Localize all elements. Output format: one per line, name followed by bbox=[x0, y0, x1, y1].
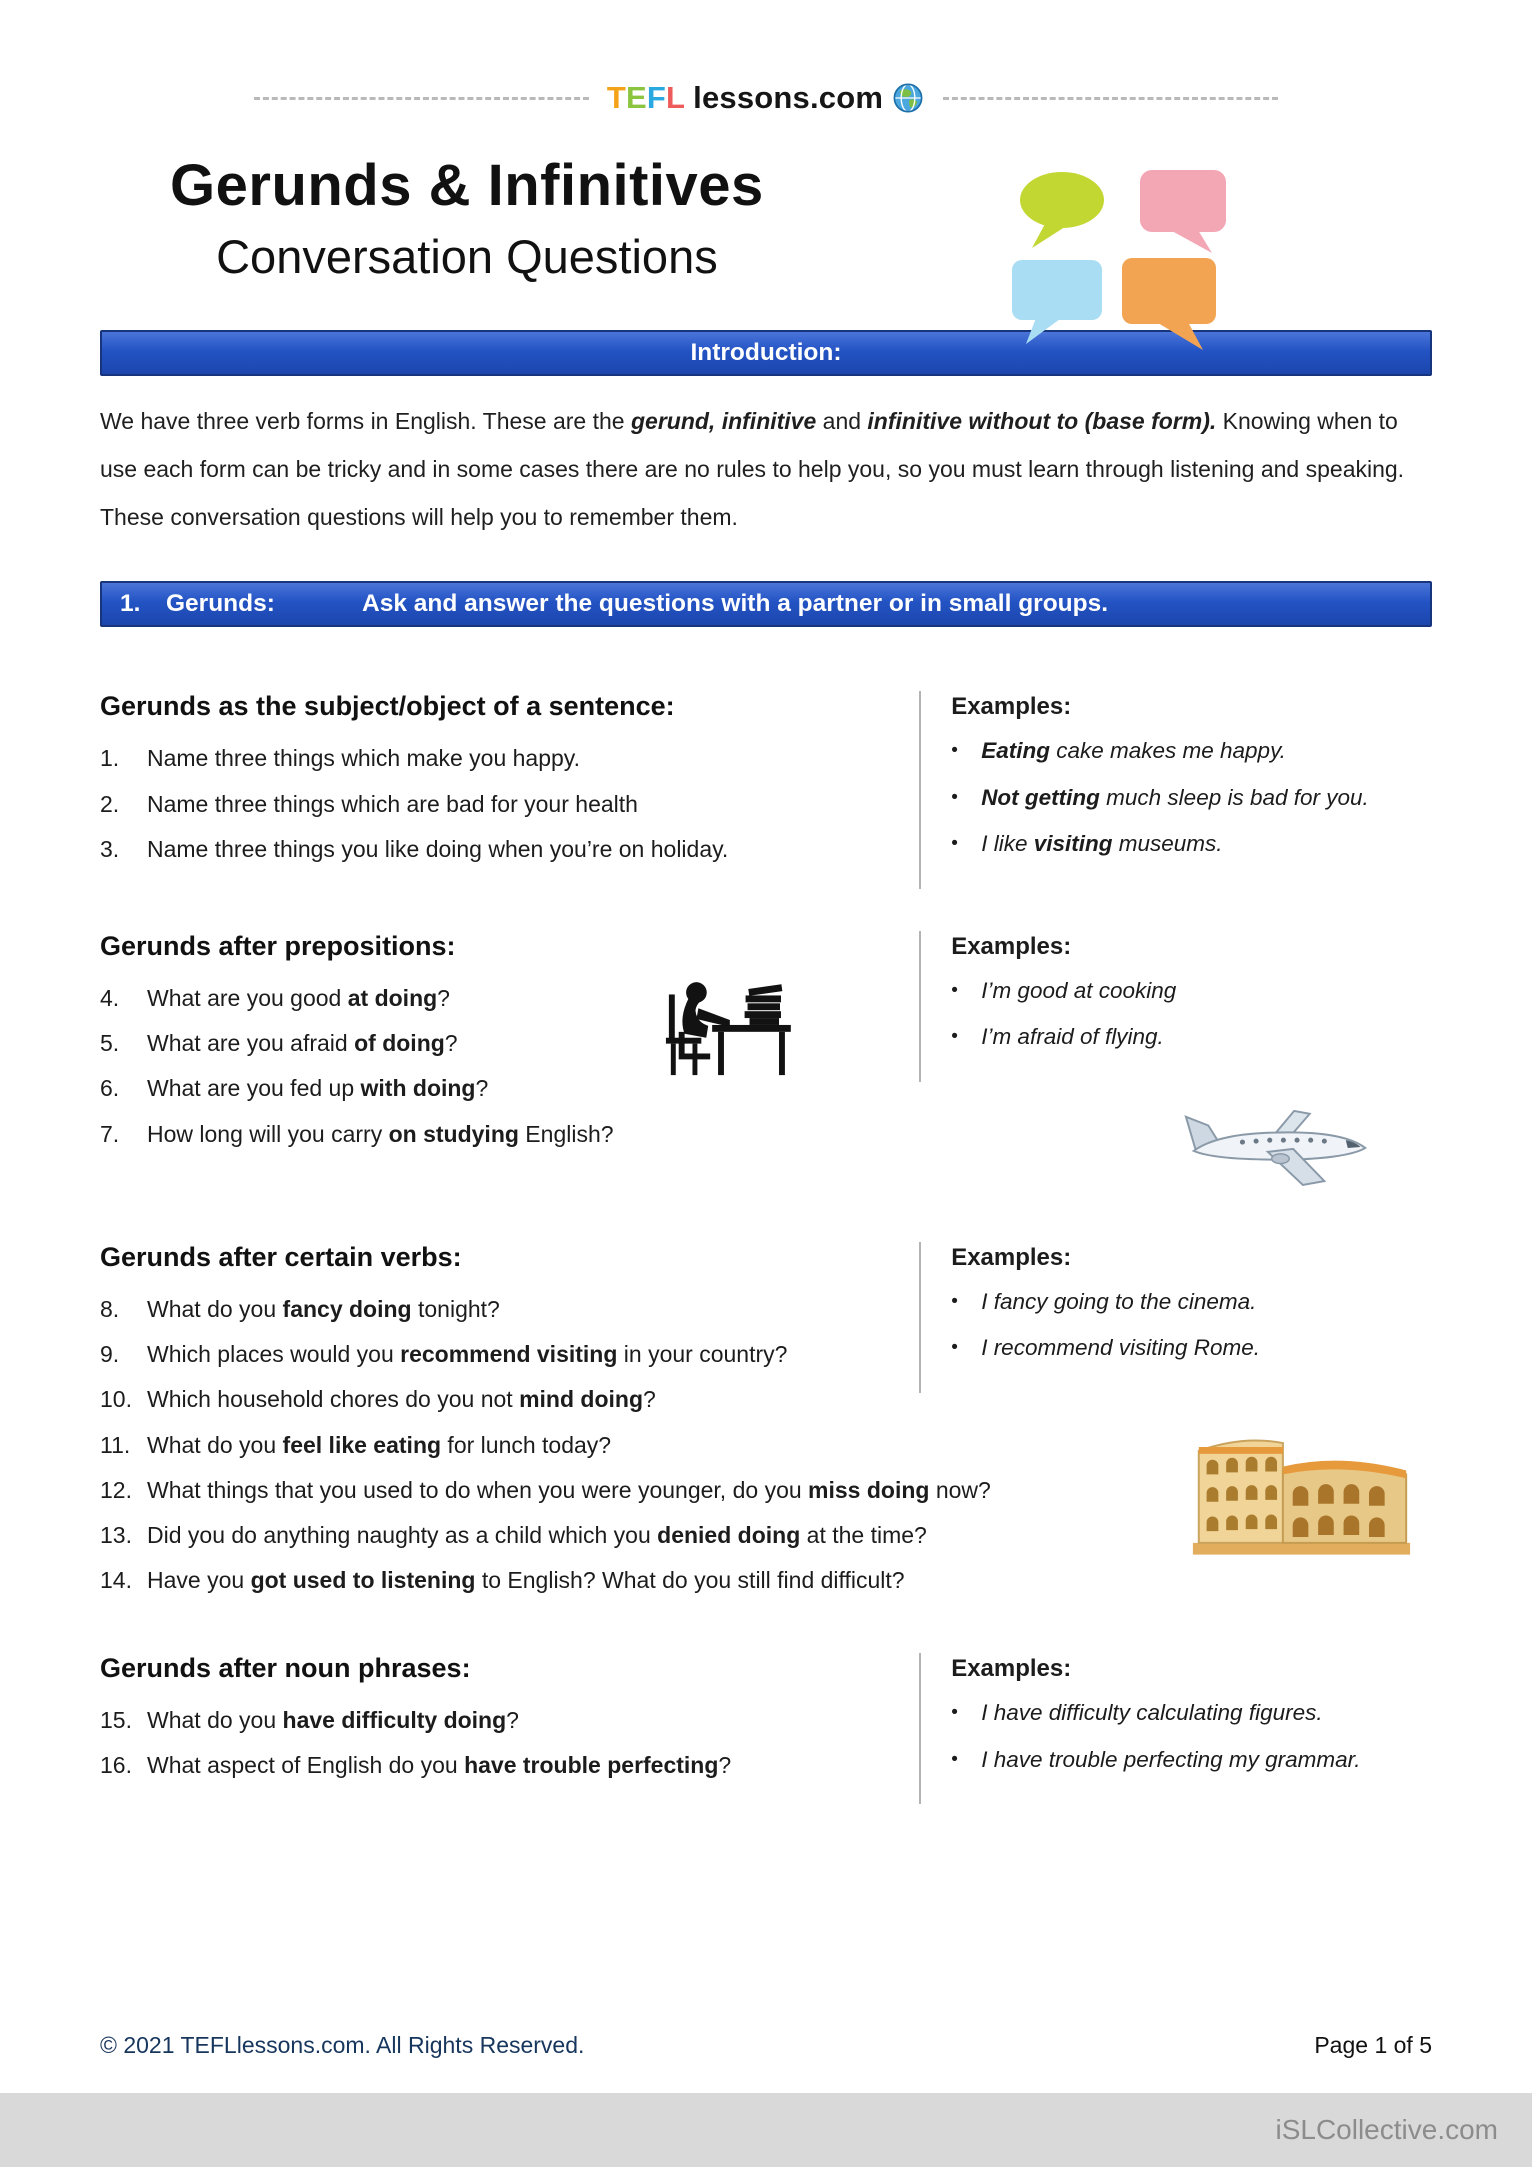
title-block bbox=[170, 152, 764, 284]
watermark-text: iSLCollective.com bbox=[1275, 2114, 1498, 2145]
copyright-text: © 2021 TEFLlessons.com. All Rights Reserved. bbox=[100, 2032, 585, 2058]
example-item: • I like visiting museums. bbox=[951, 831, 1223, 857]
question-item: 10. Which household chores do you not mind doing? bbox=[100, 1386, 656, 1413]
page-number: Page 1 of 5 bbox=[1314, 2032, 1432, 2058]
example-item: • I have trouble perfecting my grammar. bbox=[951, 1746, 1361, 1772]
examples-list bbox=[951, 975, 1432, 1053]
airplane-clipart bbox=[1182, 1096, 1377, 1196]
question-item: 9. Which places would you recommend visiting in your country? bbox=[100, 1341, 788, 1368]
introduction-paragraph: We have three verb forms in English. These are the gerund, infinitive and infinitive without to (base form). Knowing when to use each form can be tricky and in some cases there are no rules to help you, so you must learn through listening and speaking. These conversation questions will help you to remember them. bbox=[100, 408, 1405, 530]
header-dash-right bbox=[943, 97, 1278, 100]
section-heading: Gerunds after prepositions: bbox=[100, 930, 456, 961]
colosseum-clipart bbox=[1189, 1423, 1414, 1561]
gerunds-banner bbox=[100, 581, 1432, 627]
example-item: • I recommend visiting Rome. bbox=[951, 1335, 1261, 1361]
page-subtitle: Conversation Questions bbox=[216, 230, 718, 283]
introduction-banner-label: Introduction: bbox=[690, 339, 842, 366]
question-item: 5. What are you afraid of doing? bbox=[100, 1030, 458, 1057]
gerunds-banner-number: 1. bbox=[120, 590, 141, 618]
examples-column bbox=[919, 931, 1432, 1196]
example-item: • I’m afraid of flying. bbox=[951, 1024, 1164, 1050]
question-item: 14. Have you got used to listening to English? What do you still find difficult? bbox=[100, 1567, 905, 1594]
question-item: 2. Name three things which are bad for your health bbox=[100, 790, 638, 817]
header bbox=[0, 0, 1532, 116]
examples-label: Examples: bbox=[951, 1243, 1072, 1271]
section-heading: Gerunds after noun phrases: bbox=[100, 1653, 471, 1684]
question-item: 1. Name three things which make you happy. bbox=[100, 745, 580, 772]
examples-box bbox=[919, 1653, 1432, 1804]
speech-bubbles-graphic bbox=[1002, 158, 1247, 353]
section-after-noun-phrases bbox=[100, 1653, 1432, 1804]
question-item: 16. What aspect of English do you have trouble perfecting? bbox=[100, 1752, 732, 1779]
question-item: 13. Did you do anything naughty as a child which you denied doing at the time? bbox=[100, 1521, 927, 1548]
question-item: 15. What do you have difficulty doing? bbox=[100, 1707, 519, 1734]
studying-person-clipart bbox=[645, 963, 797, 1081]
gerunds-banner-label: Gerunds: bbox=[166, 590, 275, 618]
examples-list bbox=[951, 735, 1432, 860]
example-item: • I have difficulty calculating figures. bbox=[951, 1700, 1323, 1726]
examples-label: Examples: bbox=[951, 932, 1072, 960]
site-logo bbox=[607, 80, 925, 116]
globe-icon bbox=[891, 81, 925, 115]
section-heading: Gerunds after certain verbs: bbox=[100, 1241, 462, 1272]
examples-list bbox=[951, 1286, 1432, 1364]
header-dash-left bbox=[254, 97, 589, 100]
examples-box bbox=[919, 691, 1432, 889]
section-after-prepositions bbox=[100, 931, 1432, 1196]
question-item: 8. What do you fancy doing tonight? bbox=[100, 1295, 500, 1322]
question-item: 3. Name three things you like doing when you’re on holiday. bbox=[100, 835, 729, 862]
example-item: • I fancy going to the cinema. bbox=[951, 1288, 1257, 1314]
question-item: 7. How long will you carry on studying English? bbox=[100, 1120, 614, 1147]
page-footer bbox=[100, 2032, 1432, 2093]
examples-column bbox=[919, 1653, 1432, 1804]
logo-tefl-letters: TEFL bbox=[606, 80, 686, 115]
examples-list bbox=[951, 1697, 1432, 1775]
page-title: Gerunds & Infinitives bbox=[170, 153, 764, 218]
example-item: • Eating cake makes me happy. bbox=[951, 738, 1286, 764]
question-item: 6. What are you fed up with doing? bbox=[100, 1075, 489, 1102]
logo-text: lessons.com bbox=[693, 80, 884, 115]
section-subject-object bbox=[100, 691, 1432, 889]
examples-label: Examples: bbox=[951, 693, 1072, 721]
question-item: 12. What things that you used to do when you were younger, do you miss doing now? bbox=[100, 1476, 991, 1503]
example-item: • I’m good at cooking bbox=[951, 977, 1177, 1003]
question-item: 4. What are you good at doing? bbox=[100, 984, 450, 1011]
examples-box bbox=[919, 931, 1432, 1082]
example-item: • Not getting much sleep is bad for you. bbox=[951, 784, 1369, 810]
watermark-strip bbox=[0, 2093, 1532, 2167]
gerunds-banner-instruction: Ask and answer the questions with a partner or in small groups. bbox=[362, 590, 1109, 618]
examples-column bbox=[919, 1242, 1432, 1393]
examples-label: Examples: bbox=[951, 1655, 1072, 1683]
question-item: 11. What do you feel like eating for lunch today? bbox=[100, 1431, 612, 1458]
examples-box bbox=[919, 1242, 1432, 1393]
section-after-certain-verbs bbox=[100, 1242, 1432, 1609]
section-heading: Gerunds as the subject/object of a sentence: bbox=[100, 691, 675, 722]
examples-column bbox=[919, 691, 1432, 889]
